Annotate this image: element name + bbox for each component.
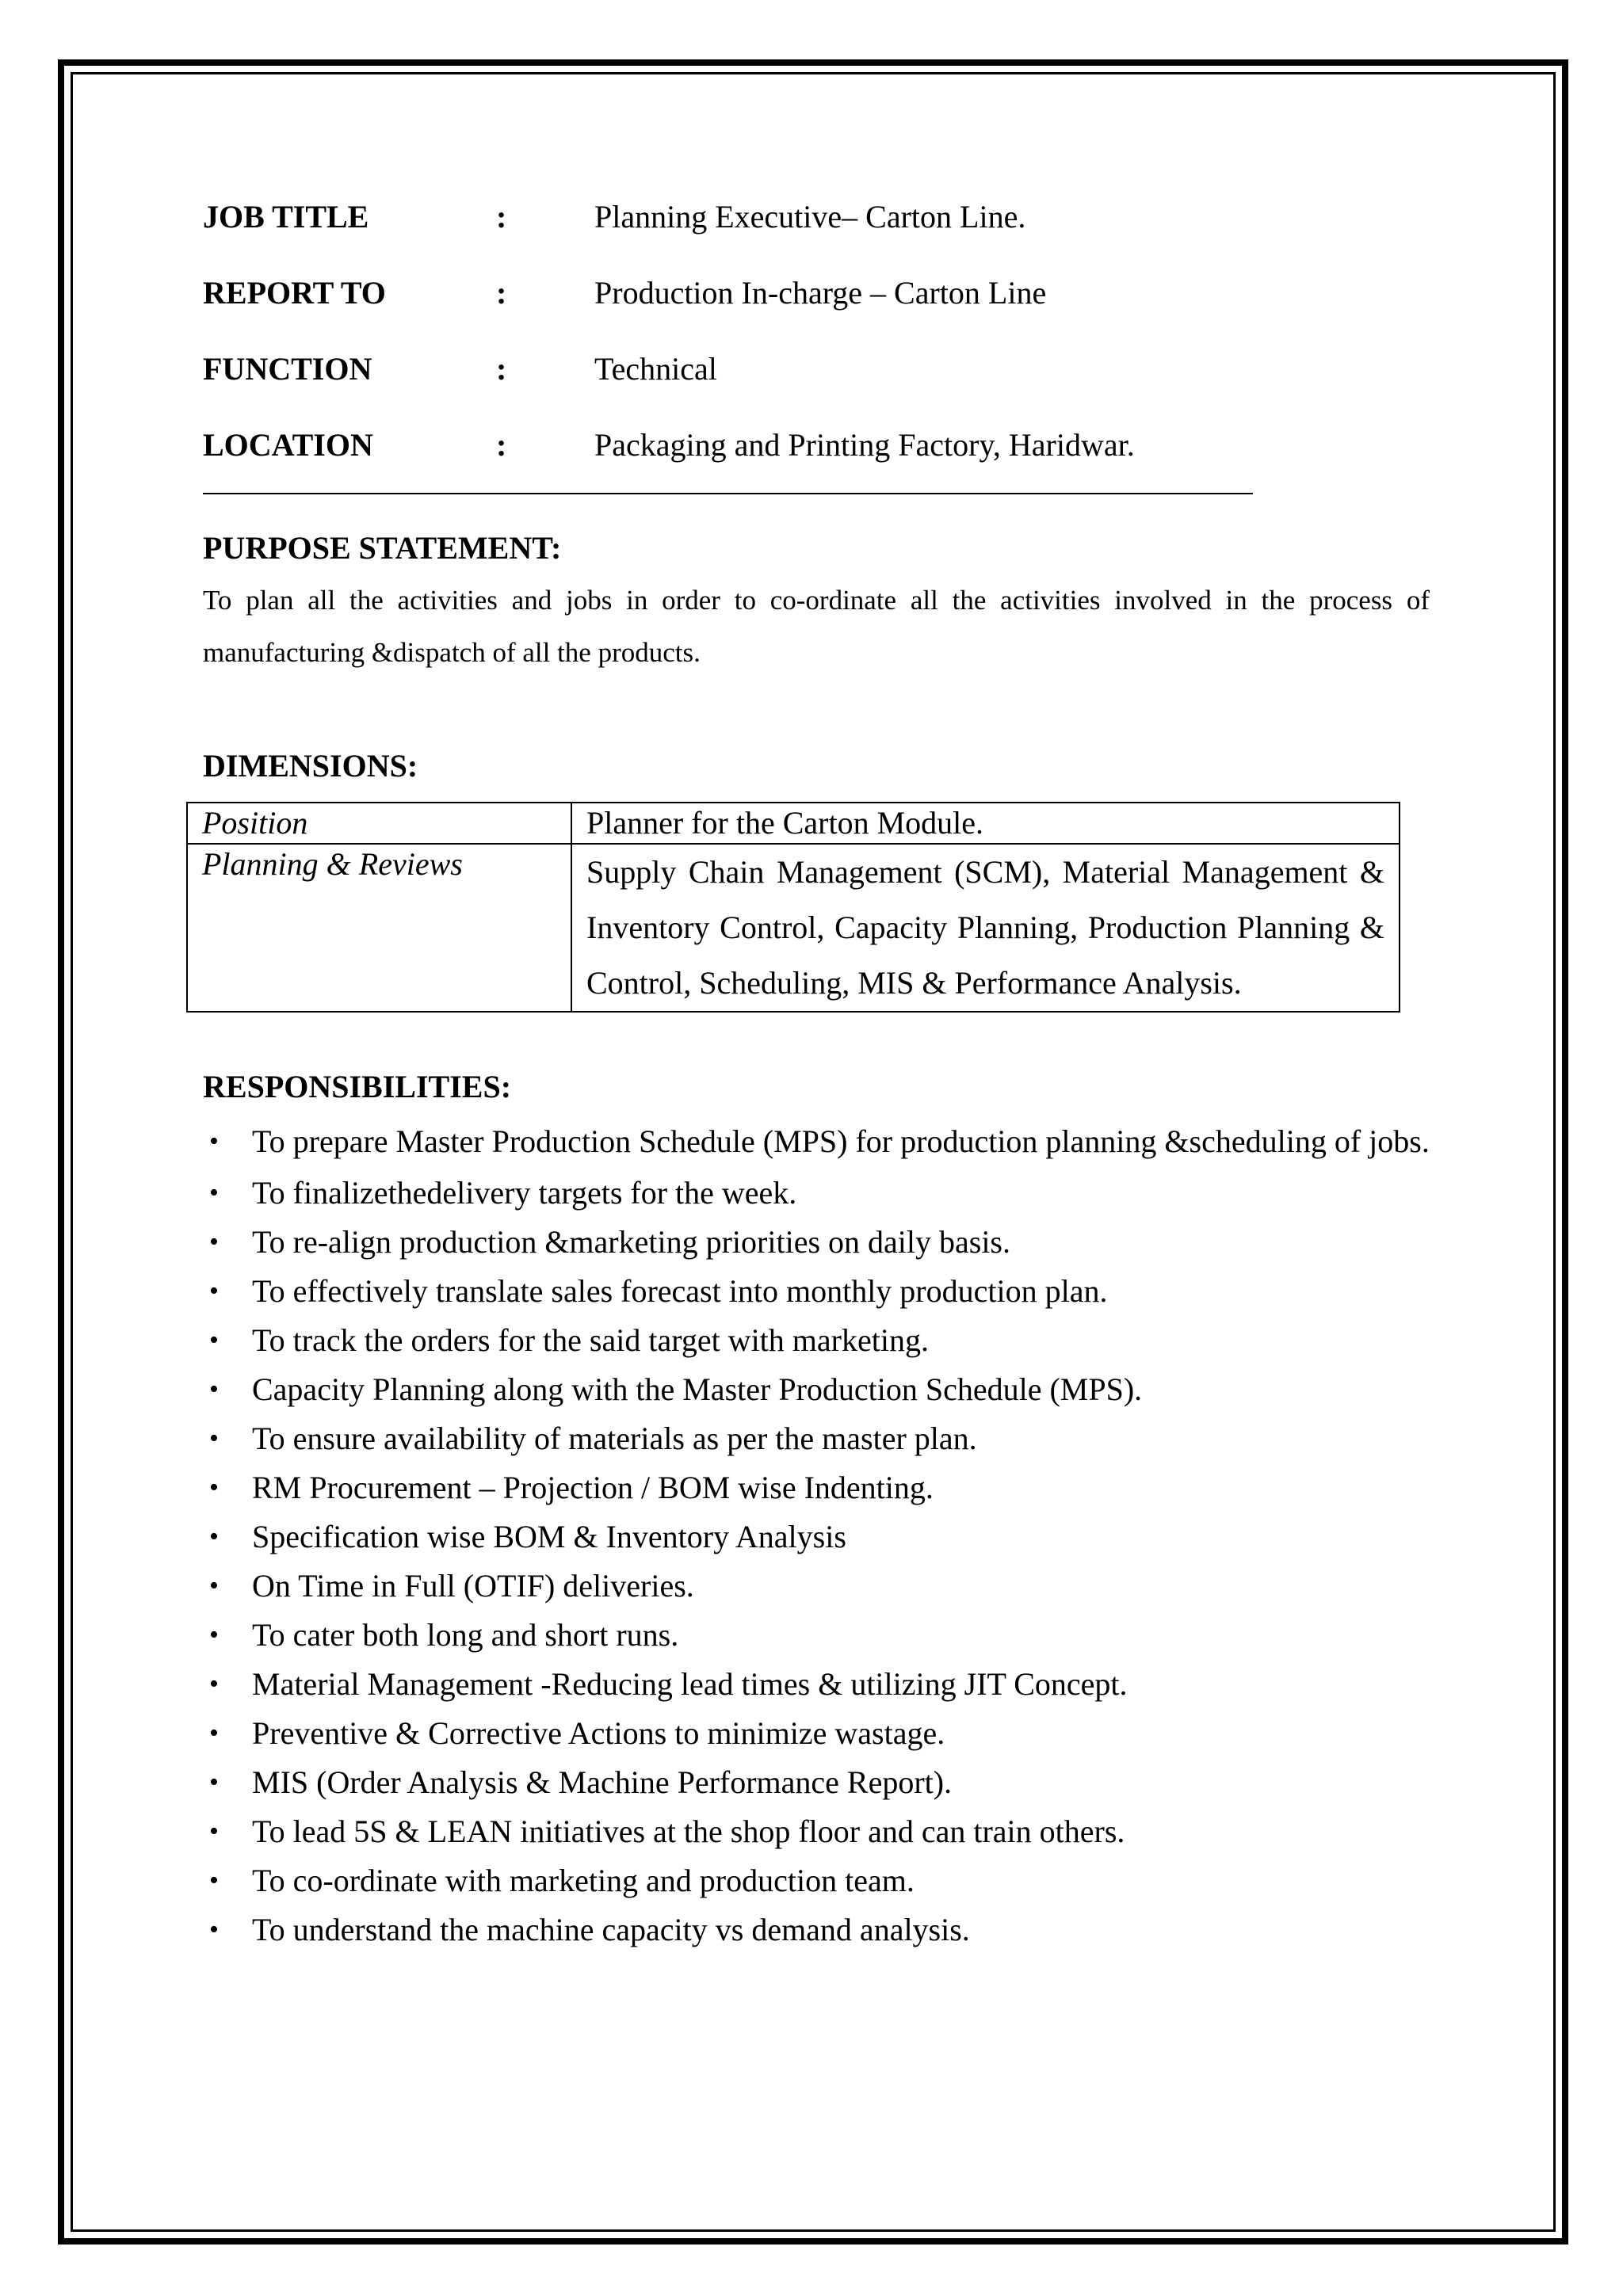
- bullet-icon: •: [209, 1127, 219, 1156]
- function-row: [203, 350, 1430, 426]
- list-item: [203, 1807, 1430, 1856]
- list-item-text: Material Management -Reducing lead times & utilizing JIT Concept.: [252, 1666, 1128, 1702]
- list-item-text: To re-align production &marketing priorities on daily basis.: [252, 1224, 1010, 1260]
- bullet-icon: •: [209, 1571, 219, 1600]
- purpose-text: To plan all the activities and jobs in order to co-ordinate all the activities involved in the process of manufacturing &dispatch of all the products.: [203, 585, 1430, 668]
- list-item: [203, 1905, 1430, 1955]
- job-title-row: [203, 198, 1430, 274]
- list-item: [203, 1856, 1430, 1905]
- document-content: [203, 198, 1430, 1955]
- list-item-text: Specification wise BOM & Inventory Analysis: [252, 1519, 846, 1554]
- list-item-text: RM Procurement – Projection / BOM wise Indenting.: [252, 1470, 934, 1505]
- bullet-icon: •: [209, 1768, 219, 1797]
- report-to-colon: :: [496, 275, 507, 311]
- list-item: [203, 1414, 1430, 1463]
- location-label: LOCATION: [203, 427, 373, 463]
- list-item: [203, 1463, 1430, 1512]
- job-title-label: JOB TITLE: [203, 199, 369, 235]
- bullet-icon: •: [209, 1276, 219, 1306]
- purpose-heading: PURPOSE STATEMENT:: [203, 530, 562, 566]
- list-item: [203, 1218, 1430, 1267]
- list-item-text: On Time in Full (OTIF) deliveries.: [252, 1568, 694, 1604]
- list-item-text: To cater both long and short runs.: [252, 1617, 679, 1653]
- location-row: [203, 426, 1430, 502]
- list-item: [203, 1267, 1430, 1316]
- bullet-icon: •: [209, 1325, 219, 1355]
- dimensions-row-position: [187, 803, 1400, 844]
- function-label: FUNCTION: [203, 351, 372, 387]
- bullet-icon: •: [209, 1424, 219, 1453]
- bullet-icon: •: [209, 1915, 219, 1944]
- job-title-colon: :: [496, 199, 507, 235]
- list-item: [203, 1709, 1430, 1758]
- list-item: [203, 1562, 1430, 1611]
- list-item: [203, 1119, 1430, 1169]
- list-item-text: Capacity Planning along with the Master Production Schedule (MPS).: [252, 1371, 1143, 1407]
- list-item-text: To finalizethedelivery targets for the week.: [252, 1175, 797, 1211]
- bullet-icon: •: [209, 1178, 219, 1207]
- dimensions-heading: DIMENSIONS:: [203, 748, 418, 784]
- bullet-icon: •: [209, 1473, 219, 1502]
- list-item-text: MIS (Order Analysis & Machine Performance Report).: [252, 1764, 953, 1800]
- job-title-value: Planning Executive– Carton Line.: [594, 199, 1026, 235]
- bullet-icon: •: [209, 1227, 219, 1257]
- list-item: [203, 1316, 1430, 1365]
- dimension-key: Position: [187, 803, 571, 844]
- bullet-icon: •: [209, 1718, 219, 1748]
- bullet-icon: •: [209, 1866, 219, 1895]
- list-item: [203, 1512, 1430, 1562]
- header-divider: [203, 493, 1253, 494]
- location-colon: :: [496, 427, 507, 463]
- job-info: [203, 198, 1430, 494]
- bullet-icon: •: [209, 1620, 219, 1650]
- list-item: [203, 1758, 1430, 1807]
- list-item: [203, 1611, 1430, 1660]
- list-item: [203, 1365, 1430, 1414]
- dimension-key: Planning & Reviews: [187, 844, 571, 1012]
- list-item-text: To co-ordinate with marketing and production team.: [252, 1863, 915, 1898]
- function-colon: :: [496, 351, 507, 387]
- report-to-label: REPORT TO: [203, 275, 386, 311]
- dimension-value: Supply Chain Management (SCM), Material Management & Inventory Control, Capacity Planning, Production Planning & Control, Scheduling, MIS & Performance Analysis.: [571, 844, 1400, 1012]
- list-item-text: To ensure availability of materials as per the master plan.: [252, 1421, 977, 1456]
- responsibilities-list: [203, 1119, 1430, 1955]
- list-item-text: To effectively translate sales forecast into monthly production plan.: [252, 1273, 1108, 1309]
- dimensions-table: [186, 802, 1400, 1013]
- dimension-value: Planner for the Carton Module.: [571, 803, 1400, 844]
- bullet-icon: •: [209, 1522, 219, 1551]
- list-item-text: To understand the machine capacity vs demand analysis.: [252, 1912, 970, 1947]
- list-item-text: To lead 5S & LEAN initiatives at the shop floor and can train others.: [252, 1814, 1125, 1849]
- report-to-value: Production In-charge – Carton Line: [594, 275, 1047, 311]
- dimensions-row-planning: [187, 844, 1400, 1012]
- bullet-icon: •: [209, 1669, 219, 1699]
- bullet-icon: •: [209, 1817, 219, 1846]
- function-value: Technical: [594, 351, 717, 387]
- bullet-icon: •: [209, 1375, 219, 1404]
- list-item-text: To prepare Master Production Schedule (MPS) for production planning &scheduling of jobs.: [252, 1123, 1430, 1159]
- location-value: Packaging and Printing Factory, Haridwar.: [594, 427, 1135, 463]
- list-item-text: To track the orders for the said target with marketing.: [252, 1322, 929, 1358]
- report-to-row: [203, 274, 1430, 350]
- list-item-text: Preventive & Corrective Actions to minimize wastage.: [252, 1715, 945, 1751]
- list-item: [203, 1660, 1430, 1709]
- responsibilities-heading: RESPONSIBILITIES:: [203, 1069, 512, 1104]
- list-item: [203, 1169, 1430, 1218]
